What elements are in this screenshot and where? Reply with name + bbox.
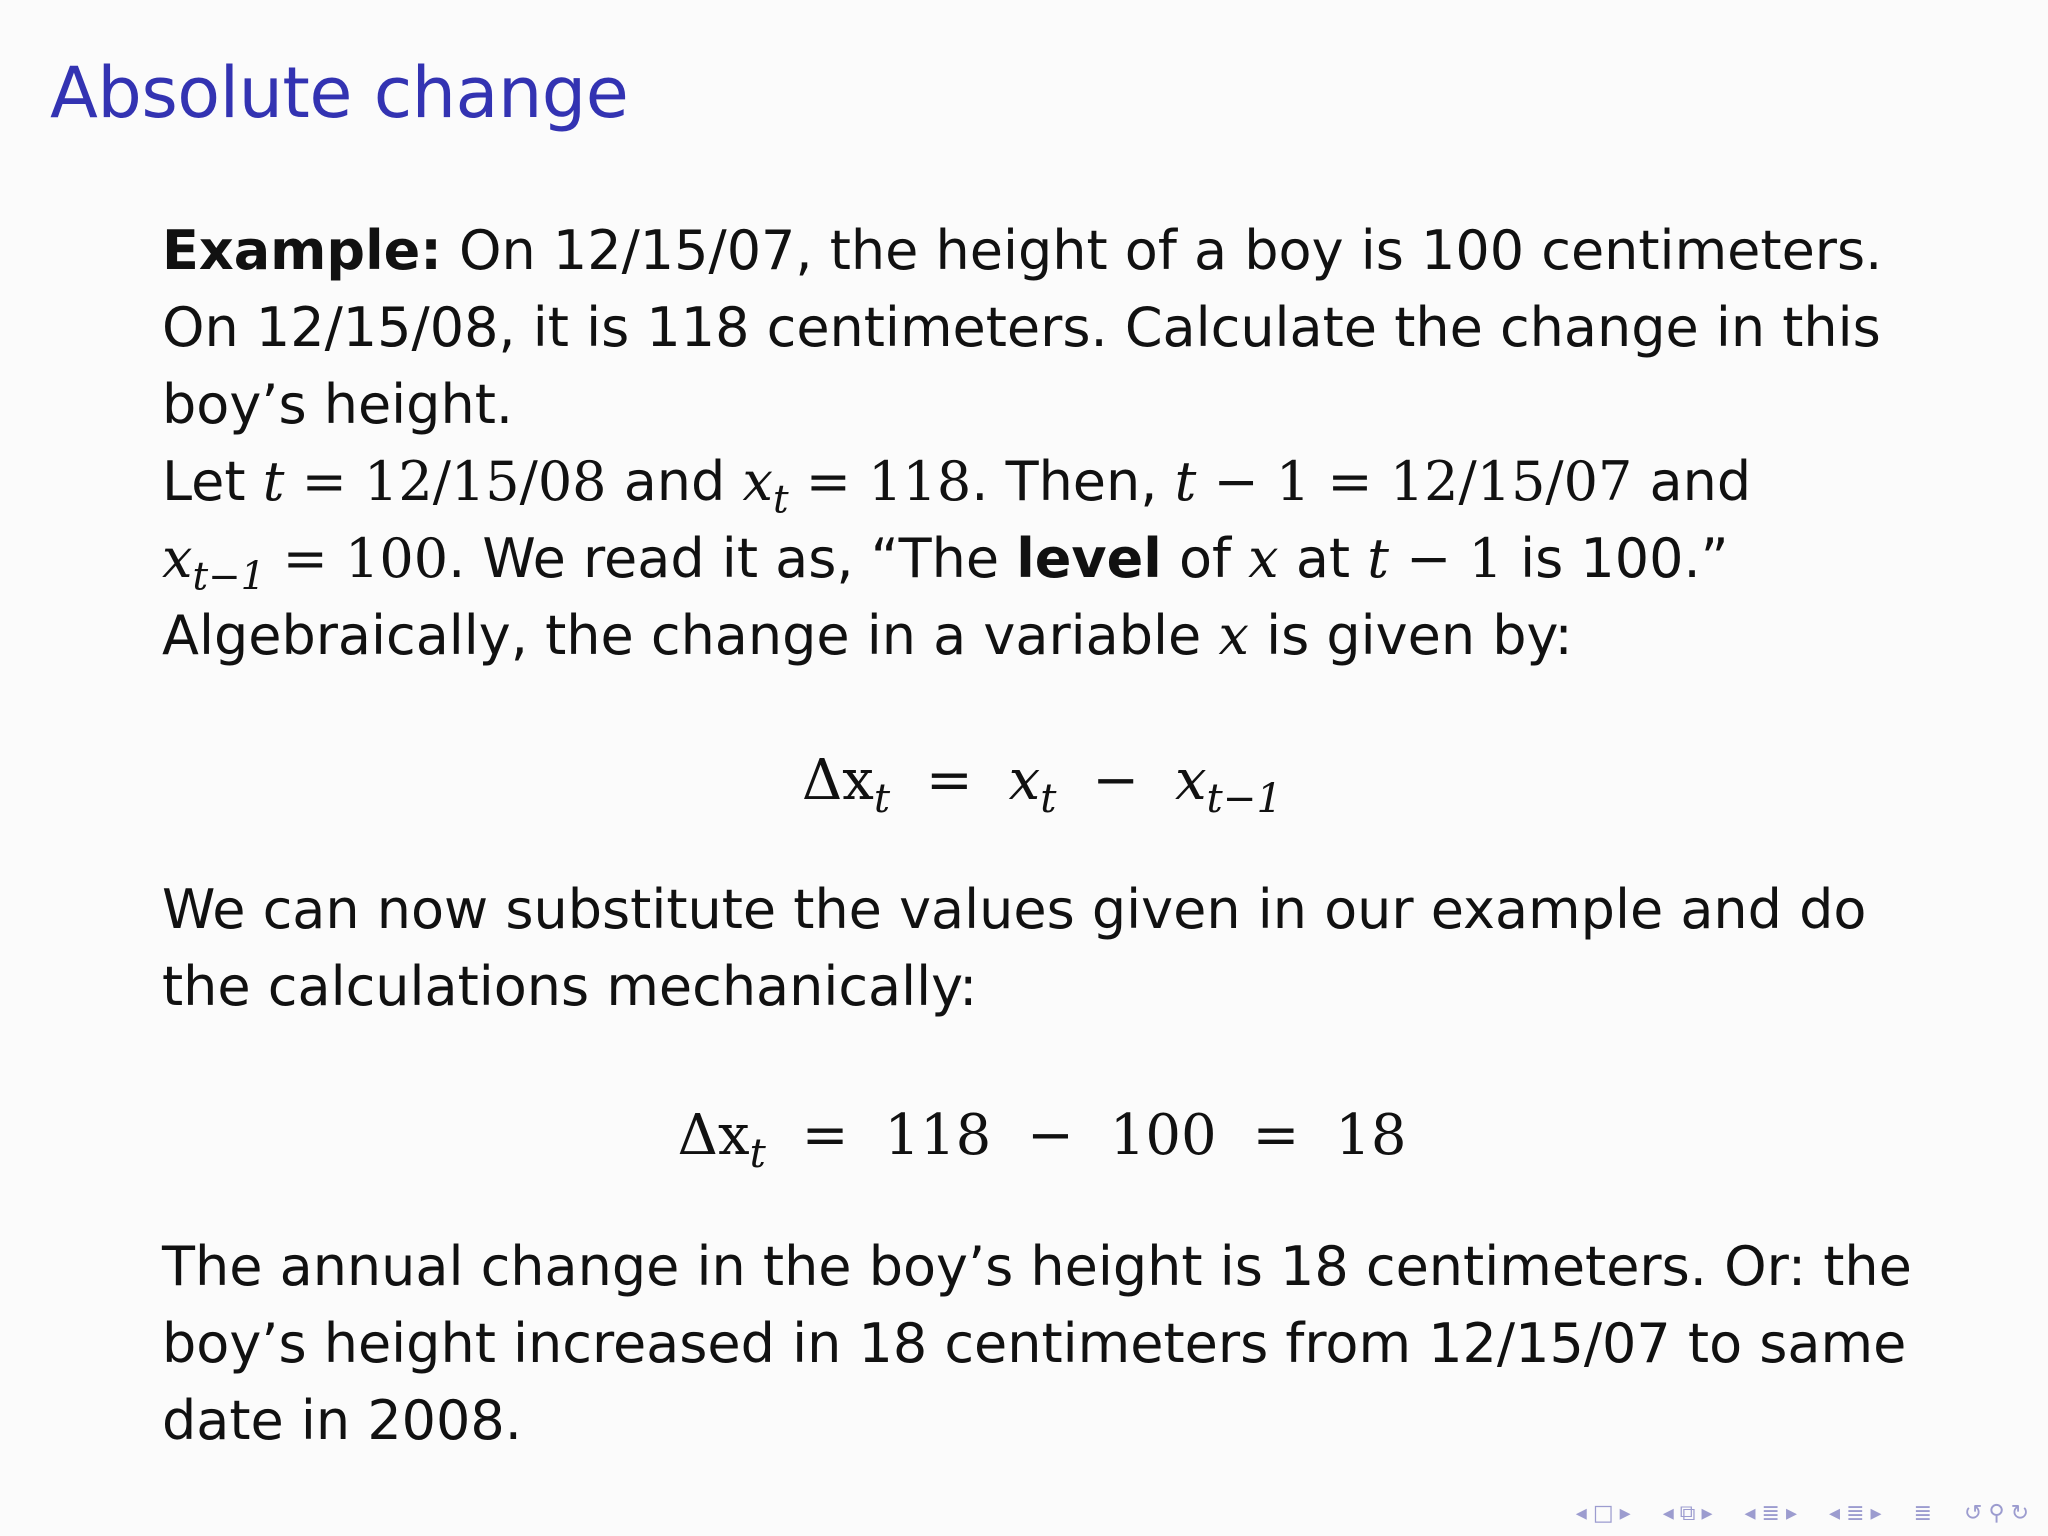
eq2-b: 100 <box>1109 1103 1217 1168</box>
eq1-rhs1-sub: t <box>1040 774 1057 822</box>
eq1-rhs2-sub: t−1 <box>1206 774 1283 822</box>
prev-frame-icon[interactable]: ◂ <box>1575 1501 1587 1526</box>
search-icon[interactable]: ⚲ <box>1988 1501 2005 1526</box>
x-variable-2: x <box>162 527 193 590</box>
next-slide-icon[interactable]: ▸ <box>1870 1501 1882 1526</box>
eq2-lhs-sub: t <box>749 1129 766 1177</box>
next-frame-icon[interactable]: ▸ <box>1619 1501 1631 1526</box>
x-variable: x <box>742 450 773 513</box>
and-word-2: and <box>1649 450 1752 513</box>
xt-value: 118 <box>868 450 972 513</box>
equation-change-definition: $\Delta x_t = x_t - x_{t-1}$ <box>801 748 1283 822</box>
algebra-end: is given by: <box>1266 604 1573 667</box>
conclusion-paragraph: The annual change in the boy’s height is 18 centimeters. Or: the boy’s height increased in 18 centimeters from 12/15/07 to same date in 2008. <box>162 1235 1912 1452</box>
slide-body <box>162 212 1922 1459</box>
eq2-lhs: Δx <box>677 1103 750 1168</box>
level-word: level <box>1016 527 1162 590</box>
of-word: of <box>1178 527 1231 590</box>
and-word: and <box>623 450 726 513</box>
eq1-rhs2: x <box>1174 748 1207 813</box>
example-label: Example: <box>162 219 442 282</box>
next-subsection-icon[interactable]: ▸ <box>1701 1501 1713 1526</box>
read-end: is 100.” <box>1520 527 1729 590</box>
eq2-a: 118 <box>884 1103 992 1168</box>
eq1-lhs-sub: t <box>873 774 891 822</box>
forward-icon[interactable]: ↻ <box>2010 1501 2029 1526</box>
t-subscript: t <box>772 477 789 523</box>
frame-icon[interactable]: □ <box>1592 1501 1614 1526</box>
eq1-lhs: Δx <box>801 748 874 813</box>
algebra-text: Algebraically, the change in a variable <box>162 604 1202 667</box>
slide-icon[interactable]: ≣ <box>1846 1501 1865 1526</box>
tminus1-value: 12/15/07 <box>1389 450 1633 513</box>
back-icon[interactable]: ↺ <box>1964 1501 1983 1526</box>
example-text: On 12/15/07, the height of a boy is 100 centimeters. On 12/15/08, it is 118 centimeters. Calculate the change in this boy’s height. <box>162 219 1883 436</box>
prev-slide-icon[interactable]: ◂ <box>1829 1501 1841 1526</box>
tminus1-subscript: t−1 <box>192 554 266 600</box>
prev-section-icon[interactable]: ◂ <box>1744 1501 1756 1526</box>
subsection-icon[interactable]: ⧉ <box>1679 1501 1696 1526</box>
xtm1-value: 100 <box>345 527 449 590</box>
prev-subsection-icon[interactable]: ◂ <box>1662 1501 1674 1526</box>
eq2-result: 18 <box>1335 1103 1407 1168</box>
t-variable: t <box>262 450 285 513</box>
at-word: at <box>1295 527 1351 590</box>
read-prefix: We read it as, “The <box>482 527 1000 590</box>
substitute-paragraph: We can now substitute the values given in our example and do the calculations mechanically: <box>162 878 1867 1018</box>
beamer-navigation <box>1573 1501 2032 1526</box>
eq1-rhs1: x <box>1008 748 1041 813</box>
next-section-icon[interactable]: ▸ <box>1785 1501 1798 1526</box>
definition-paragraph: Let t = 12/15/08 and $x_t = 118$. Then, t − 1 = 12/15/07 and $x_{t-1} = 100$. We read it as, “The level of x at t − 1 is 100.” Algebraically, the change in a variable x is given by: <box>162 450 1752 667</box>
t-value: 12/15/08 <box>364 450 607 513</box>
then-word: Then, <box>1005 450 1158 513</box>
align-icon[interactable]: ≣ <box>1913 1501 1932 1526</box>
example-paragraph <box>162 212 1922 443</box>
equation-calculation: $\Delta x_t = 118 - 100 = 18$ <box>677 1103 1407 1177</box>
slide-title: Absolute change <box>50 52 629 134</box>
let-word: Let <box>162 450 246 513</box>
section-icon[interactable]: ≣ <box>1761 1501 1780 1526</box>
